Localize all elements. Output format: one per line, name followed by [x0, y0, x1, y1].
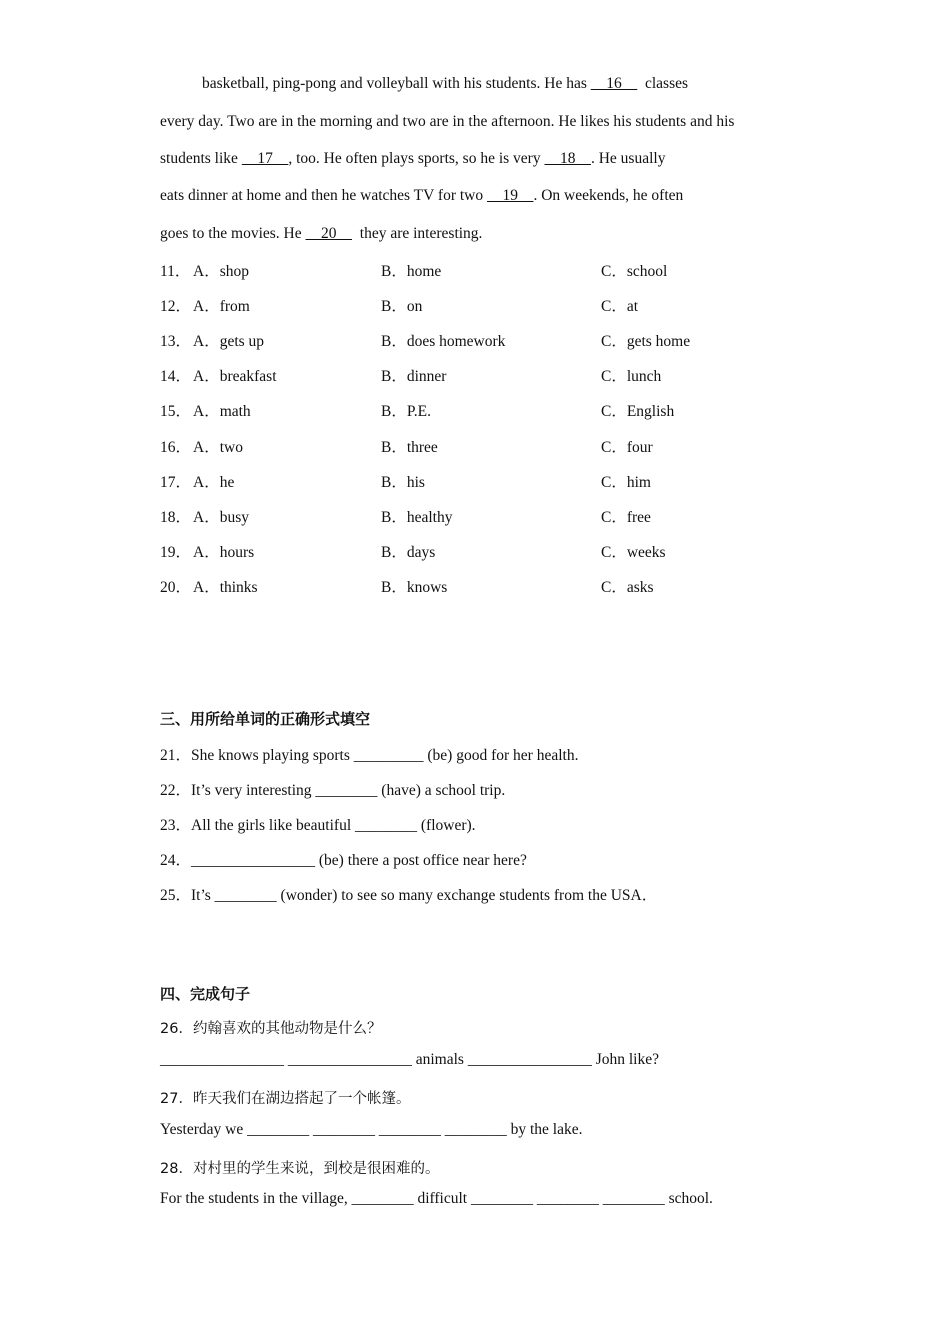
- passage-line: [202, 75, 688, 93]
- option-c: C．four: [601, 438, 653, 456]
- passage-line: [160, 150, 665, 168]
- section-4-title: 四、完成句子: [160, 985, 251, 1003]
- option-a: A．from: [193, 298, 250, 316]
- option-c: C．asks: [601, 578, 654, 596]
- question-number: 19．: [160, 543, 192, 561]
- option-a: A．shop: [193, 263, 249, 280]
- question-number: 20．: [160, 578, 192, 596]
- question-26-prompt: 26．约翰喜欢的其他动物是什么？: [160, 1021, 382, 1037]
- question-28-sentence: For the students in the village, ________ difficult ________ ________ ________ school.: [160, 1190, 713, 1207]
- question-number: 14．: [160, 368, 192, 386]
- option-c: C．school: [601, 263, 668, 280]
- question-21: 21．She knows playing sports _________ (be) good for her health.: [160, 747, 579, 764]
- option-a: A．gets up: [193, 333, 265, 351]
- question-27-sentence: Yesterday we ________ ________ ________ ________ by the lake.: [160, 1121, 583, 1138]
- option-c: C．free: [601, 508, 651, 526]
- blank-18: 18: [544, 150, 591, 167]
- question-23: 23．All the girls like beautiful ________ (flower).: [160, 817, 476, 834]
- question-number: 16．: [160, 438, 192, 456]
- option-a: A．math: [193, 403, 251, 421]
- option-c: C．him: [601, 473, 651, 491]
- question-22: 22．It’s very interesting ________ (have) a school trip.: [160, 782, 506, 799]
- option-a: A．hours: [193, 543, 255, 561]
- option-a: A．breakfast: [193, 368, 277, 386]
- option-a: A．two: [193, 438, 243, 456]
- option-b: B．dinner: [381, 368, 447, 386]
- text: . He usually: [590, 150, 666, 167]
- option-b: B．healthy: [381, 508, 453, 526]
- option-b: B．does homework: [381, 333, 506, 351]
- question-number: 13．: [160, 333, 192, 351]
- option-b: B．on: [381, 298, 423, 316]
- option-b: B．days: [381, 543, 436, 561]
- text: basketball, ping-pong and volleyball with his students. He has: [202, 75, 591, 92]
- passage-line: [160, 187, 683, 205]
- option-b: B．P.E.: [381, 403, 431, 421]
- text: goes to the movies. He: [160, 225, 306, 242]
- passage-line: [160, 225, 482, 243]
- option-b: B．three: [381, 438, 438, 456]
- option-a: A．thinks: [193, 578, 258, 596]
- question-number: 15．: [160, 403, 192, 421]
- text: students like: [160, 150, 242, 167]
- question-25: 25．It’s ________ (wonder) to see so many exchange students from the USA．: [160, 887, 658, 904]
- option-c: C．lunch: [601, 368, 662, 386]
- option-b: B．home: [381, 263, 442, 280]
- section-3-title: 三、用所给单词的正确形式填空: [160, 710, 371, 728]
- blank-17: 17: [241, 150, 289, 167]
- text: eats dinner at home and then he watches TV for two: [160, 187, 487, 204]
- question-number: 17．: [160, 473, 192, 491]
- option-b: B．his: [381, 473, 425, 491]
- passage-line: every day. Two are in the morning and two are in the afternoon. He likes his students and his: [160, 113, 735, 130]
- text: , too. He often plays sports, so he is very: [288, 150, 545, 167]
- question-27-prompt: 27．昨天我们在湖边搭起了一个帐篷。: [160, 1091, 411, 1107]
- question-number: 12．: [160, 298, 192, 316]
- option-a: A．busy: [193, 508, 249, 526]
- question-number: 11．: [160, 263, 191, 280]
- text: classes: [637, 75, 689, 92]
- question-26-sentence: ________________ ________________ animals ________________ John like?: [160, 1051, 659, 1068]
- text: they are interesting.: [352, 225, 483, 242]
- question-24: 24．________________ (be) there a post office near here?: [160, 852, 527, 869]
- blank-16: 16: [590, 75, 638, 92]
- blank-19: 19: [486, 187, 534, 204]
- option-c: C．gets home: [601, 333, 691, 351]
- option-b: B．knows: [381, 578, 448, 596]
- option-a: A．he: [193, 473, 235, 491]
- question-28-prompt: 28．对村里的学生来说，到校是很困难的。: [160, 1161, 440, 1177]
- option-c: C．at: [601, 298, 639, 316]
- option-c: C．weeks: [601, 543, 666, 561]
- option-c: C．English: [601, 403, 675, 421]
- text: . On weekends, he often: [533, 187, 684, 204]
- blank-20: 20: [305, 225, 353, 242]
- question-number: 18．: [160, 508, 192, 526]
